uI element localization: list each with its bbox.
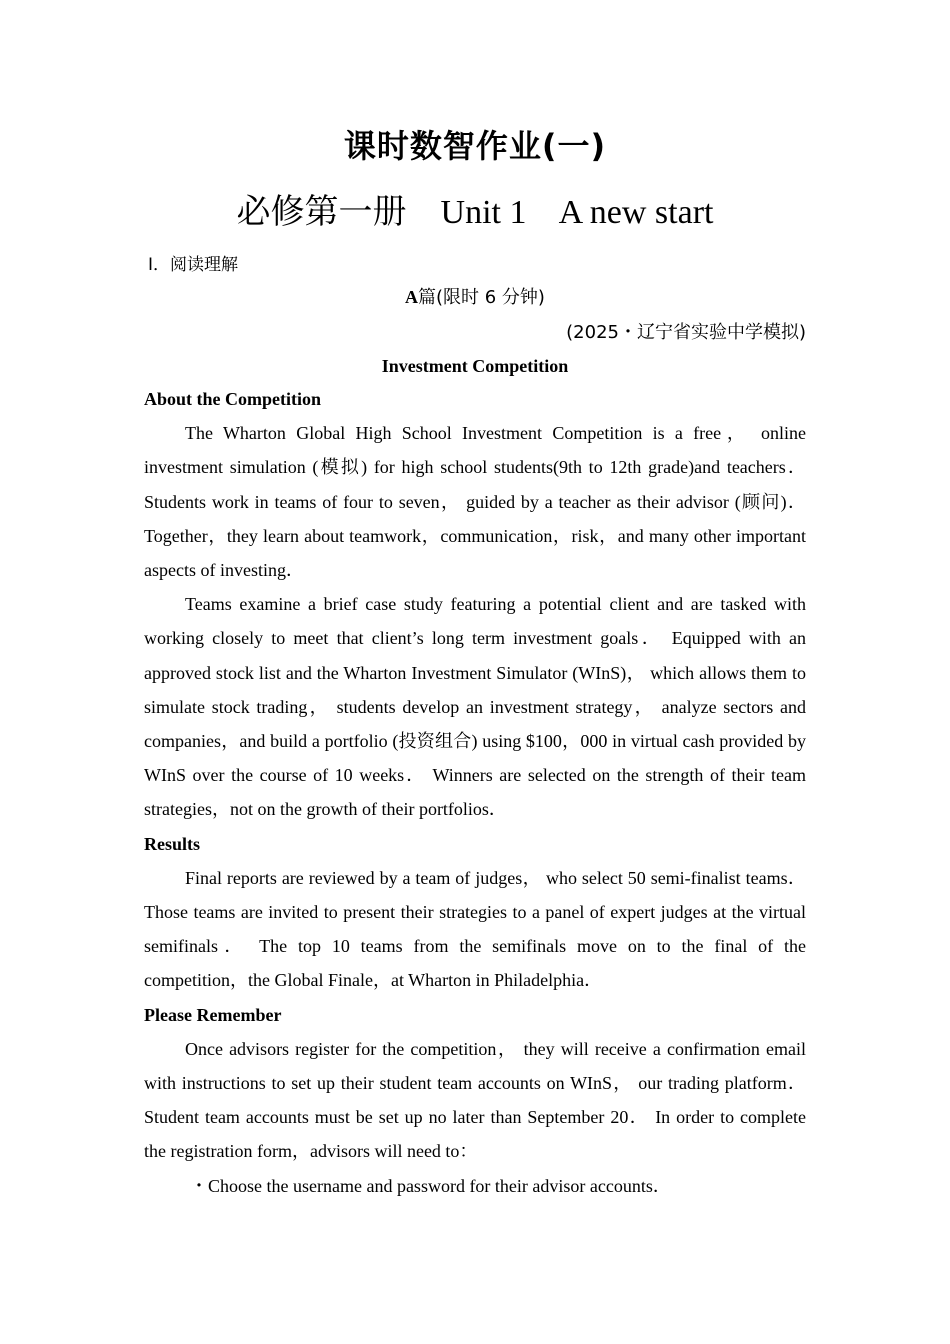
paragraph-3: Final reports are reviewed by a team of judges， who select 50 semi-finalist teams． Those teams are invited to present their strategies to a panel of expert judges at the virtual semifinals． The top 10 teams from the semifinals move on to the final of the competition，the Global Finale，at Wharton in Philadelphia． [144,867,806,991]
subtitle-unit: Unit 1 [440,194,527,231]
heading-remember: Please Remember [144,1004,282,1025]
paragraph-4: Once advisors register for the competition， they will receive a confirmation email with instructions to set up their student team accounts on WInS， our trading platform． Student team accounts must be set up no later than September 20． In order to complete the registration form，advisors will need to： [144,1038,806,1162]
source-citation [566,319,806,346]
list-item: ・Choose the username and password for their advisor accounts． [190,1175,671,1196]
part-label [144,284,806,311]
passage-title: Investment Competition [381,356,569,376]
heading-about: About the Competition [144,389,322,409]
passage-body [144,382,806,1203]
source-text: (2025・辽宁省实验中学模拟) [566,322,806,343]
paragraph-2: Teams examine a brief case study featuring a potential client and are tasked with working closely to meet that client’s long term investment goals． Equipped with an approved stock list and the Wharton Investment Simulator (WInS)， which allows them to simulate stock trading， students develop an investment strategy， analyze sectors and companies，and build a portfolio (投资组合) using $100，000 in virtual cash provided by WInS over the course of 10 weeks． Winners are selected on the strength of their team strategies，not on the growth of their portfolios． [144,594,806,820]
part-time-limit: 篇(限时 6 分钟) [418,287,545,308]
page-subtitle [144,190,806,235]
heading-results: Results [144,833,201,854]
paragraph-1: The Wharton Global High School Investment Competition is a free， online investment simulation (模拟) for high school students(9th to 12th grade)and teachers． Students work in teams of four to seven， guided by a teacher as their advisor (顾问)． Together，they learn about teamwork，communication，risk，and many other important aspects of investing． [144,423,806,581]
page-title: 课时数智作业(一) [343,127,607,165]
subtitle-book: 必修第一册 [236,192,407,232]
subtitle-topic: A new start [558,194,714,231]
part-letter: A [405,287,419,307]
section-label: Ⅰ．阅读理解 [148,255,239,275]
